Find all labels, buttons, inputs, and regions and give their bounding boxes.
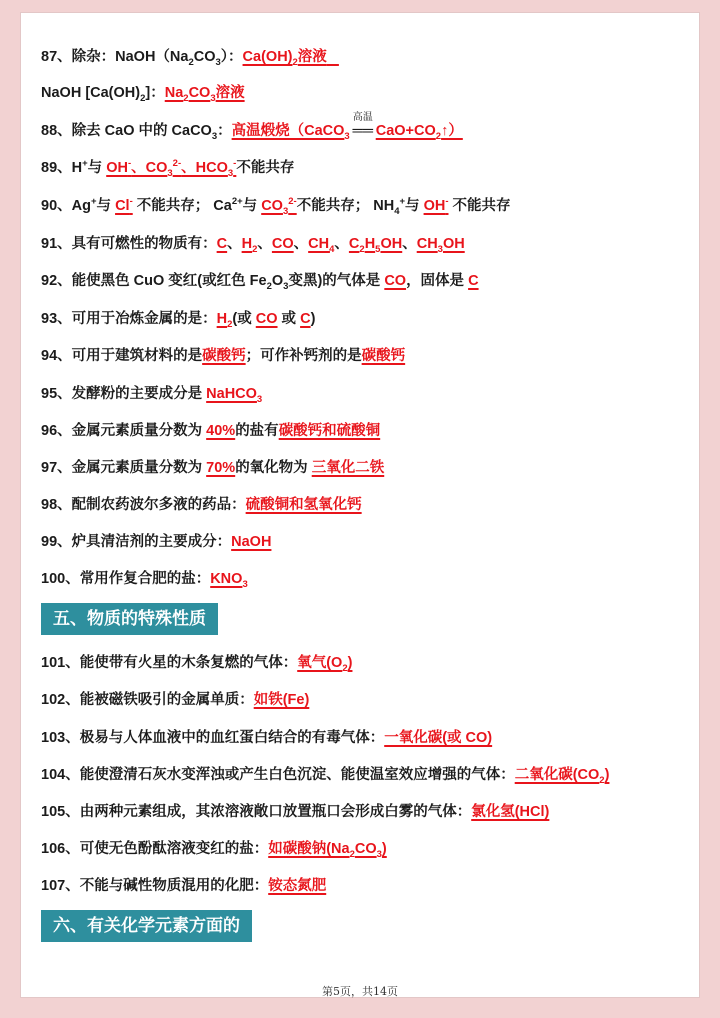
answer: OH- bbox=[423, 196, 449, 214]
answer: 硫酸铜和氢氧化钙 bbox=[245, 497, 362, 513]
answer: $KNO_3$ bbox=[210, 571, 248, 590]
answer: 一氧化碳(或 CO) bbox=[384, 730, 493, 746]
item-87b: NaOH $[Ca(OH)_2]$：$Na_2CO_3$溶液 bbox=[41, 85, 245, 104]
answer: 如碳酸钠$(Na_2CO_3)$ bbox=[268, 841, 387, 860]
answer: $CH_4$ bbox=[308, 236, 335, 255]
answer: C bbox=[300, 311, 311, 327]
answer: $CO_3^{2-}$ bbox=[261, 196, 297, 217]
answer: $C_2H_5OH$ bbox=[348, 236, 403, 255]
answer: 碳酸钙 bbox=[202, 348, 246, 364]
answer: $Ca(OH)_2$溶液 bbox=[242, 49, 327, 68]
answer: 如铁(Fe) bbox=[253, 692, 310, 708]
answer: $Na_2CO_3$溶液 bbox=[164, 85, 245, 104]
item-106: 106、可使无色酚酞溶液变红的盐：如碳酸钠$(Na_2CO_3)$ bbox=[41, 841, 387, 860]
answer: CO bbox=[255, 311, 278, 327]
answer: 铵态氮肥 bbox=[268, 878, 327, 894]
answer: C bbox=[216, 236, 228, 252]
item-88: 88、除去 CaO 中的 CaCO$_3$：高温煅烧（CaCO$_3$ 高温 ══ $CaO+CO_2↑$） bbox=[41, 112, 463, 142]
answer: C bbox=[468, 273, 479, 289]
item-105: 105、由两种元素组成，其浓溶液敞口放置瓶口会形成白雾的气体：氯化氢(HCl) bbox=[41, 804, 550, 820]
answer: 40% bbox=[206, 423, 236, 439]
answer: CO bbox=[271, 236, 294, 252]
item-100: 100、常用作复合肥的盐：$KNO_3$ bbox=[41, 571, 248, 590]
item-98: 98、配制农药波尔多液的药品：硫酸铜和氢氧化钙 bbox=[41, 497, 362, 513]
item-101: 101、能使带有火星的木条复燃的气体：氧气$(O_2)$ bbox=[41, 655, 353, 674]
answer: 三氧化二铁 bbox=[311, 460, 385, 476]
item-107: 107、不能与碱性物质混用的化肥：铵态氮肥 bbox=[41, 878, 327, 894]
reaction-condition: 高温 ══ bbox=[352, 112, 373, 139]
item-92: 92、能使黑色 CuO 变红(或红色 $Fe_2O_3$变黑)的气体是 CO，固体是 C bbox=[41, 273, 479, 292]
answer: OH-、$CO_3^{2-}$、$HCO_3^-$ bbox=[106, 158, 237, 179]
item-104: 104、能使澄清石灰水变浑浊或产生白色沉淀、能使温室效应增强的气体：二氧化碳$(CO_2)$ bbox=[41, 767, 610, 786]
item-89: 89、H+与 OH-、$CO_3^{2-}$、$HCO_3^-$不能共存 bbox=[41, 158, 295, 179]
item-90: 90、Ag+与 Cl- 不能共存； $Ca^{2+}$与 $CO_3^{2-}$不能共存； $NH_4^+$与 OH- 不能共存 bbox=[41, 196, 511, 217]
item-91: 91、具有可燃性的物质有：C、$H_2$、CO、$CH_4$、$C_2H_5OH$、$CH_3OH$ bbox=[41, 236, 465, 255]
item-96: 96、金属元素质量分数为 40%的盐有碳酸钙和硫酸铜 bbox=[41, 423, 381, 439]
answer: 氧气$(O_2)$ bbox=[297, 655, 353, 674]
answer: CO bbox=[384, 273, 407, 289]
answer: 70% bbox=[206, 460, 236, 476]
answer: NaHCO$_3$ bbox=[206, 386, 263, 405]
section-heading-5: 五、物质的特殊性质 bbox=[41, 603, 218, 635]
item-97: 97、金属元素质量分数为 70%的氧化物为 三氧化二铁 bbox=[41, 460, 385, 476]
item-87a: 87、除杂：$NaOH(Na_2CO_3)$：$Ca(OH)_2$溶液 bbox=[41, 47, 339, 67]
item-93: 93、可用于冶炼金属的是：$H_2$(或 CO 或 C) bbox=[41, 311, 316, 330]
answer: $H_2$ bbox=[241, 236, 258, 255]
item-94: 94、可用于建筑材料的是碳酸钙；可作补钙剂的是碳酸钙 bbox=[41, 348, 406, 364]
item-103: 103、极易与人体血液中的血红蛋白结合的有毒气体：一氧化碳(或 CO) bbox=[41, 730, 493, 746]
answer: NaOH bbox=[231, 534, 272, 550]
answer: $H_2$ bbox=[216, 311, 233, 330]
answer: 碳酸钙 bbox=[361, 348, 406, 364]
item-99: 99、炉具清洁剂的主要成分：NaOH bbox=[41, 534, 272, 550]
item-102: 102、能被磁铁吸引的金属单质：如铁(Fe) bbox=[41, 692, 310, 708]
answer: 氯化氢(HCl) bbox=[471, 804, 550, 820]
answer: 高温煅烧（CaCO$_3$ 高温 ══ $CaO+CO_2↑$） bbox=[231, 112, 463, 142]
answer: 碳酸钙和硫酸铜 bbox=[278, 423, 381, 439]
answer: 二氧化碳$(CO_2)$ bbox=[514, 767, 610, 786]
answer: $CH_3OH$ bbox=[416, 236, 465, 255]
section-heading-6: 六、有关化学元素方面的 bbox=[41, 910, 252, 942]
document-page bbox=[20, 12, 700, 998]
item-95: 95、发酵粉的主要成分是 NaHCO$_3$ bbox=[41, 386, 263, 405]
answer: Cl- bbox=[115, 196, 133, 214]
page-number-footer: 第5页，共14页 bbox=[322, 985, 398, 998]
